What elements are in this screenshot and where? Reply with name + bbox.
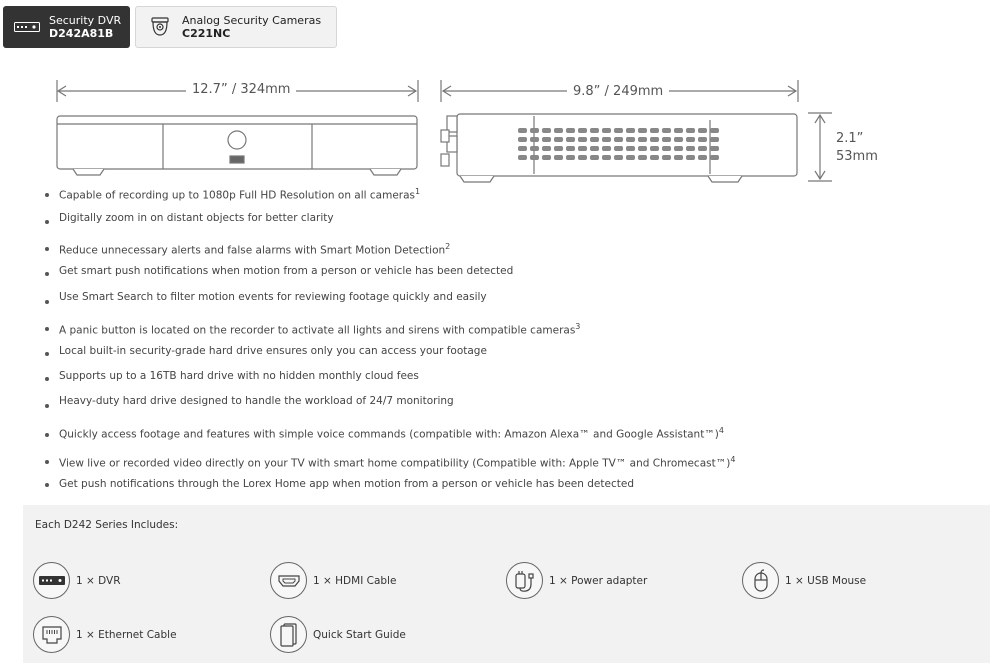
feature-list [40, 182, 970, 496]
include-label: 1 × Power adapter [549, 574, 648, 587]
feature-item: Get smart push notifications when motion from a person or vehicle has been detected [40, 261, 970, 287]
dvr-icon [33, 562, 70, 599]
include-label: 1 × USB Mouse [785, 574, 867, 587]
include-item-hdmi [270, 562, 396, 599]
height-dimension-inches: 2.1” [836, 131, 864, 146]
height-dimension-mm: 53mm [836, 149, 878, 164]
depth-dimension: 9.8” / 249mm [567, 84, 669, 99]
tab-model: C221NC [182, 27, 231, 40]
feature-item: Digitally zoom in on distant objects for better clarity [40, 207, 970, 236]
feature-item: View live or recorded video directly on your TV with smart home compatibility (Compatible with: Apple TV™ and Chromecast™)$^4$ [40, 449, 970, 474]
tab-security-dvr[interactable] [3, 6, 130, 48]
dvr-icon [13, 13, 41, 41]
hdmi-icon [270, 562, 307, 599]
mouse-icon [742, 562, 779, 599]
dome-camera-icon [146, 13, 174, 41]
include-label: 1 × HDMI Cable [313, 574, 397, 587]
feature-item: Reduce unnecessary alerts and false alarms with Smart Motion Detection$^2$ [40, 236, 970, 261]
guide-icon [270, 616, 307, 653]
tab-name: Analog Security Cameras [182, 14, 322, 27]
dvr-dimension-diagram [0, 70, 1000, 185]
include-item-dvr [33, 562, 121, 599]
include-item-ethernet-cable [33, 616, 177, 653]
power-adapter-icon [506, 562, 543, 599]
ethernet-icon [33, 616, 70, 653]
feature-item: Quickly access footage and features with simple voice commands (compatible with: Amazon Alexa™ and Google Assistant™)$^4$ [40, 420, 970, 449]
include-label: 1 × DVR [76, 574, 121, 587]
feature-item: Capable of recording up to 1080p Full HD Resolution on all cameras$^1$ [40, 182, 970, 207]
include-label: 1 × Ethernet Cable [76, 628, 177, 641]
include-label: Quick Start Guide [313, 628, 406, 641]
feature-item: A panic button is located on the recorder to activate all lights and sirens with compatible cameras$^3$ [40, 316, 970, 341]
feature-item: Use Smart Search to filter motion events for reviewing footage quickly and easily [40, 287, 970, 316]
feature-item: Local built-in security-grade hard drive ensures only you can access your footage [40, 341, 970, 366]
tab-analog-cameras[interactable] [135, 6, 337, 48]
tab-model: D242A81B [49, 27, 114, 40]
feature-item: Get push notifications through the Lorex Home app when motion from a person or vehicle has been detected [40, 474, 970, 496]
feature-item: Supports up to a 16TB hard drive with no hidden monthly cloud fees [40, 366, 970, 391]
tab-name: Security DVR [49, 14, 122, 27]
include-item-quick-start-guide [270, 616, 406, 653]
includes-title: Each D242 Series Includes: [35, 519, 179, 531]
include-item-power-adapter [506, 562, 647, 599]
feature-item: Heavy-duty hard drive designed to handle the workload of 24/7 monitoring [40, 391, 970, 420]
include-item-usb-mouse [742, 562, 866, 599]
width-dimension: 12.7” / 324mm [186, 82, 296, 97]
package-includes [23, 505, 990, 663]
